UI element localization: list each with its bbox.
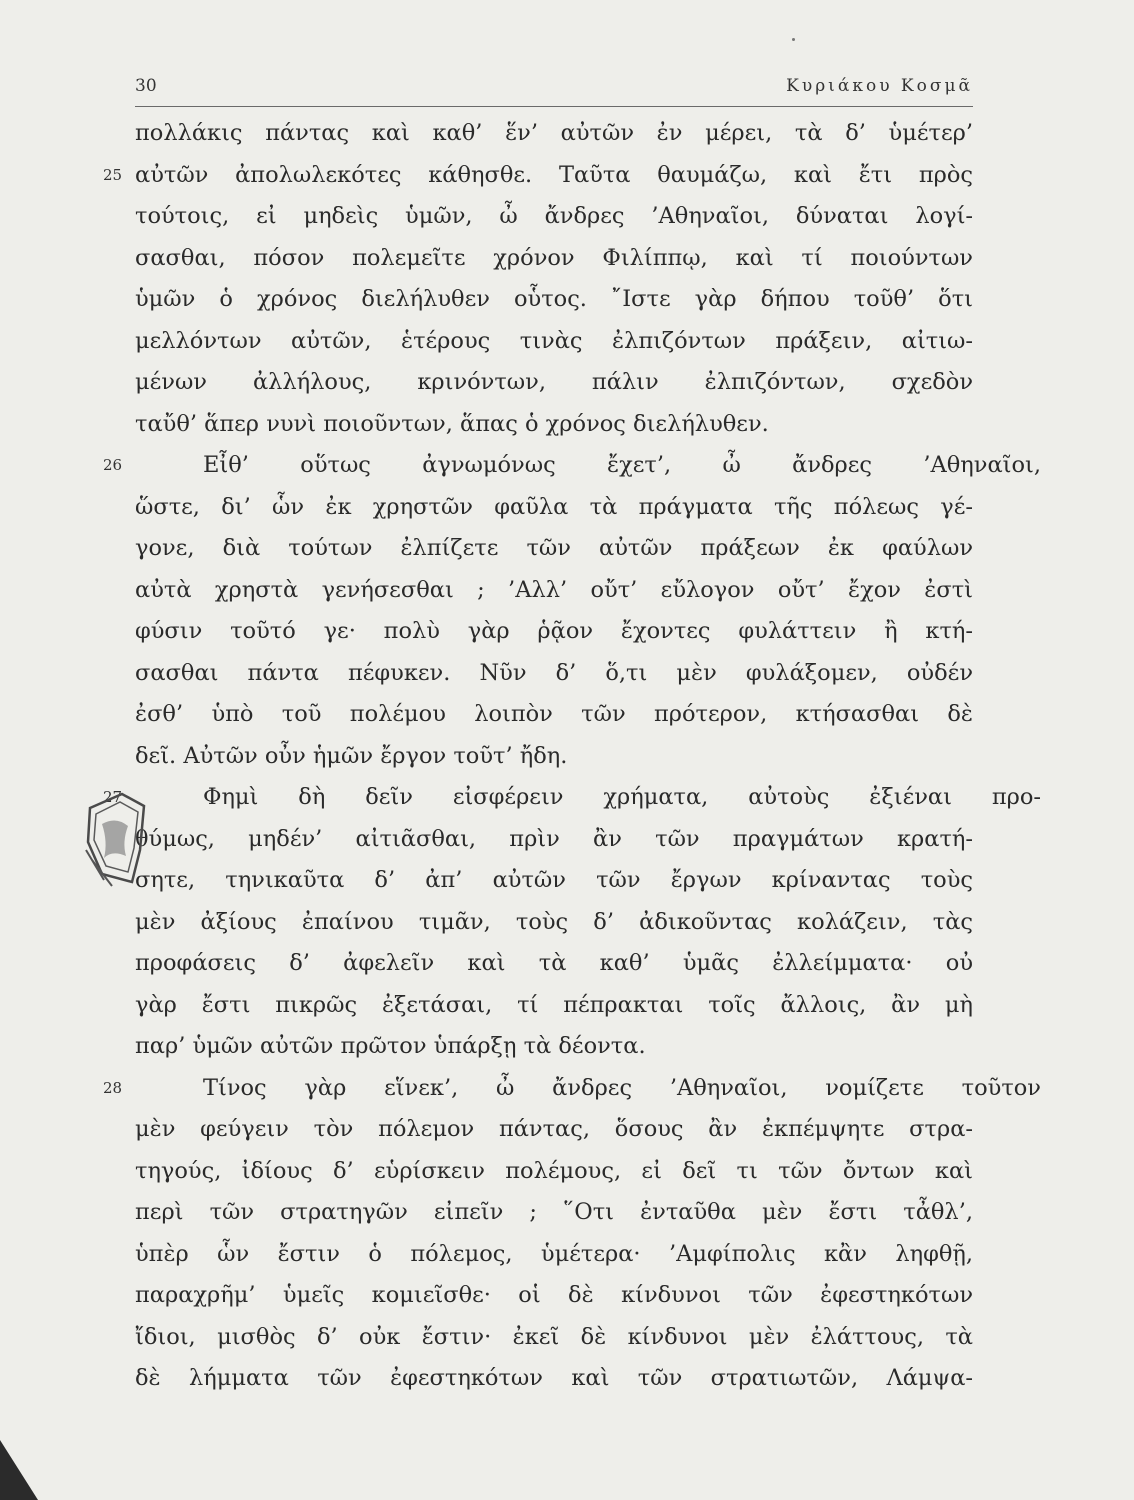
text-line xyxy=(103,777,1041,819)
section-number: 26 xyxy=(103,456,123,474)
ink-dot xyxy=(792,38,795,41)
line-text: δεῖ. Αὐτῶν οὖν ἡμῶν ἔργον τοῦτ’ ἤδη. xyxy=(135,742,568,769)
section-number: 25 xyxy=(103,165,123,184)
line-text: τηγούς, ἰδίους δ’ εὑρίσκειν πολέμους, εἰ δεῖ τι τῶν ὄντων καὶ xyxy=(135,1157,973,1184)
text-line xyxy=(135,1109,995,1151)
line-text: αὐτὰ χρηστὰ γενήσεσθαι ; ’Αλλ’ οὔτ’ εὔλογον οὔτ’ ἔχον ἐστὶ xyxy=(135,576,973,603)
text-line xyxy=(135,694,995,736)
line-text: ὑμῶν ὁ χρόνος διελήλυθεν οὗτος. ῎Ιστε γὰρ δήπου τοῦθ’ ὅτι xyxy=(135,286,973,312)
body-text xyxy=(103,113,1041,1400)
line-text: γὰρ ἔστι πικρῶς ἐξετάσαι, τί πέπρακται τοῖς ἄλλοις, ἂν μὴ xyxy=(135,991,973,1018)
text-line xyxy=(135,528,995,570)
line-text: αὐτῶν ἀπολωλεκότες κάθησθε. Ταῦτα θαυμάζω, καὶ ἔτι πρὸς xyxy=(135,161,973,188)
section-number: 28 xyxy=(103,1078,123,1097)
line-text: Εἶθ’ οὕτως ἀγνωμόνως ἔχετ’, ὦ ἄνδρες ’Αθηναῖοι, xyxy=(203,452,1041,478)
line-text: μελλόντων αὐτῶν, ἑτέρους τινὰς ἐλπιζόντων πράξειν, αἰτιω- xyxy=(135,327,973,354)
line-text: ταὔθ’ ἅπερ νυνὶ ποιοῦντων, ἅπας ὁ χρόνος διελήλυθεν. xyxy=(135,410,769,437)
text-line xyxy=(135,113,995,155)
page-corner-shadow xyxy=(0,1430,40,1500)
text-line xyxy=(135,487,995,529)
line-text: Φημὶ δὴ δεῖν εἰσφέρειν χρήματα, αὐτοὺς ἐξιέναι προ- xyxy=(203,784,1041,810)
line-text: σητε, τηνικαῦτα δ’ ἀπ’ αὐτῶν τῶν ἔργων κρίναντας τοὺς xyxy=(135,867,973,893)
running-head: Κυριάκου Κοσμᾶ xyxy=(786,76,973,96)
text-line xyxy=(135,1026,995,1068)
text-line xyxy=(135,902,995,944)
line-text: παρ’ ὑμῶν αὐτῶν πρῶτον ὑπάρξῃ τὰ δέοντα. xyxy=(135,1033,646,1059)
text-line xyxy=(135,1192,995,1234)
text-line xyxy=(135,570,995,612)
line-text: ἴδιοι, μισθὸς δ’ οὐκ ἔστιν· ἐκεῖ δὲ κίνδυνοι μὲν ἐλάττους, τὰ xyxy=(135,1323,973,1350)
text-line xyxy=(135,736,995,778)
text-line xyxy=(135,196,995,238)
line-text: μένων ἀλλήλους, κρινόντων, πάλιν ἐλπιζόντων, σχεδὸν xyxy=(135,369,973,395)
line-text: ἐσθ’ ὑπὸ τοῦ πολέμου λοιπὸν τῶν πρότερον, κτήσασθαι δὲ xyxy=(135,701,973,727)
line-text: φύσιν τοῦτό γε· πολὺ γὰρ ῥᾷον ἔχοντες φυλάττειν ἢ κτή- xyxy=(135,618,973,644)
page-number: 30 xyxy=(135,76,157,96)
text-line xyxy=(135,860,995,902)
line-text: ὑπὲρ ὧν ἔστιν ὁ πόλεμος, ὑμέτερα· ’Αμφίπολις κἂν ληφθῇ, xyxy=(135,1240,973,1267)
text-line xyxy=(135,362,995,404)
line-text: σασθαι πάντα πέφυκεν. Νῦν δ’ ὅ,τι μὲν φυλάξομεν, οὐδέν xyxy=(135,659,973,686)
text-line xyxy=(135,943,995,985)
text-line xyxy=(135,404,995,446)
page-header xyxy=(135,76,973,107)
text-line xyxy=(135,1358,995,1400)
line-text: δὲ λήμματα τῶν ἐφεστηκότων καὶ τῶν στρατιωτῶν, Λάμψα- xyxy=(135,1365,973,1391)
line-text: σασθαι, πόσον πολεμεῖτε χρόνον Φιλίππῳ, καὶ τί ποιούντων xyxy=(135,244,973,271)
line-text: μὲν ἀξίους ἐπαίνου τιμᾶν, τοὺς δ’ ἀδικοῦντας κολάζειν, τὰς xyxy=(135,908,973,935)
section-number: 27 xyxy=(103,788,123,806)
line-text: θύμως, μηδέν’ αἰτιᾶσθαι, πρὶν ἂν τῶν πραγμάτων κρατή- xyxy=(135,825,973,852)
line-text: περὶ τῶν στρατηγῶν εἰπεῖν ; ῞Οτι ἐνταῦθα μὲν ἔστι τἆθλ’, xyxy=(135,1199,973,1225)
text-line xyxy=(135,611,995,653)
text-line xyxy=(135,238,995,280)
line-text: προφάσεις δ’ ἀφελεῖν καὶ τὰ καθ’ ὑμᾶς ἐλλείμματα· οὐ xyxy=(135,950,973,976)
text-line xyxy=(135,1151,995,1193)
line-text: μὲν φεύγειν τὸν πόλεμον πάντας, ὅσους ἂν ἐκπέμψητε στρα- xyxy=(135,1116,973,1142)
text-line xyxy=(103,1068,1041,1110)
line-text: γονε, διὰ τούτων ἐλπίζετε τῶν αὐτῶν πράξεων ἐκ φαύλων xyxy=(135,535,973,561)
text-line xyxy=(135,819,995,861)
text-line xyxy=(103,155,995,197)
line-text: πολλάκις πάντας καὶ καθ’ ἕν’ αὐτῶν ἐν μέρει, τὰ δ’ ὑμέτερ’ xyxy=(135,120,973,146)
text-line xyxy=(135,1317,995,1359)
text-line xyxy=(135,1275,995,1317)
text-line xyxy=(135,653,995,695)
line-text: παραχρῆμ’ ὑμεῖς κομιεῖσθε· οἱ δὲ κίνδυνοι τῶν ἐφεστηκότων xyxy=(135,1282,973,1308)
text-line xyxy=(135,279,995,321)
line-text: τούτοις, εἰ μηδεὶς ὑμῶν, ὦ ἄνδρες ’Αθηναῖοι, δύναται λογί- xyxy=(135,203,973,229)
line-text: ὥστε, δι’ ὧν ἐκ χρηστῶν φαῦλα τὰ πράγματα τῆς πόλεως γέ- xyxy=(135,493,973,520)
line-text: Τίνος γὰρ εἵνεκ’, ὦ ἄνδρες ’Αθηναῖοι, νομίζετε τοῦτον xyxy=(203,1074,1041,1101)
library-stamp-icon xyxy=(82,790,152,890)
text-line xyxy=(135,321,995,363)
text-line xyxy=(103,445,1041,487)
text-line xyxy=(135,1234,995,1276)
text-line xyxy=(135,985,995,1027)
